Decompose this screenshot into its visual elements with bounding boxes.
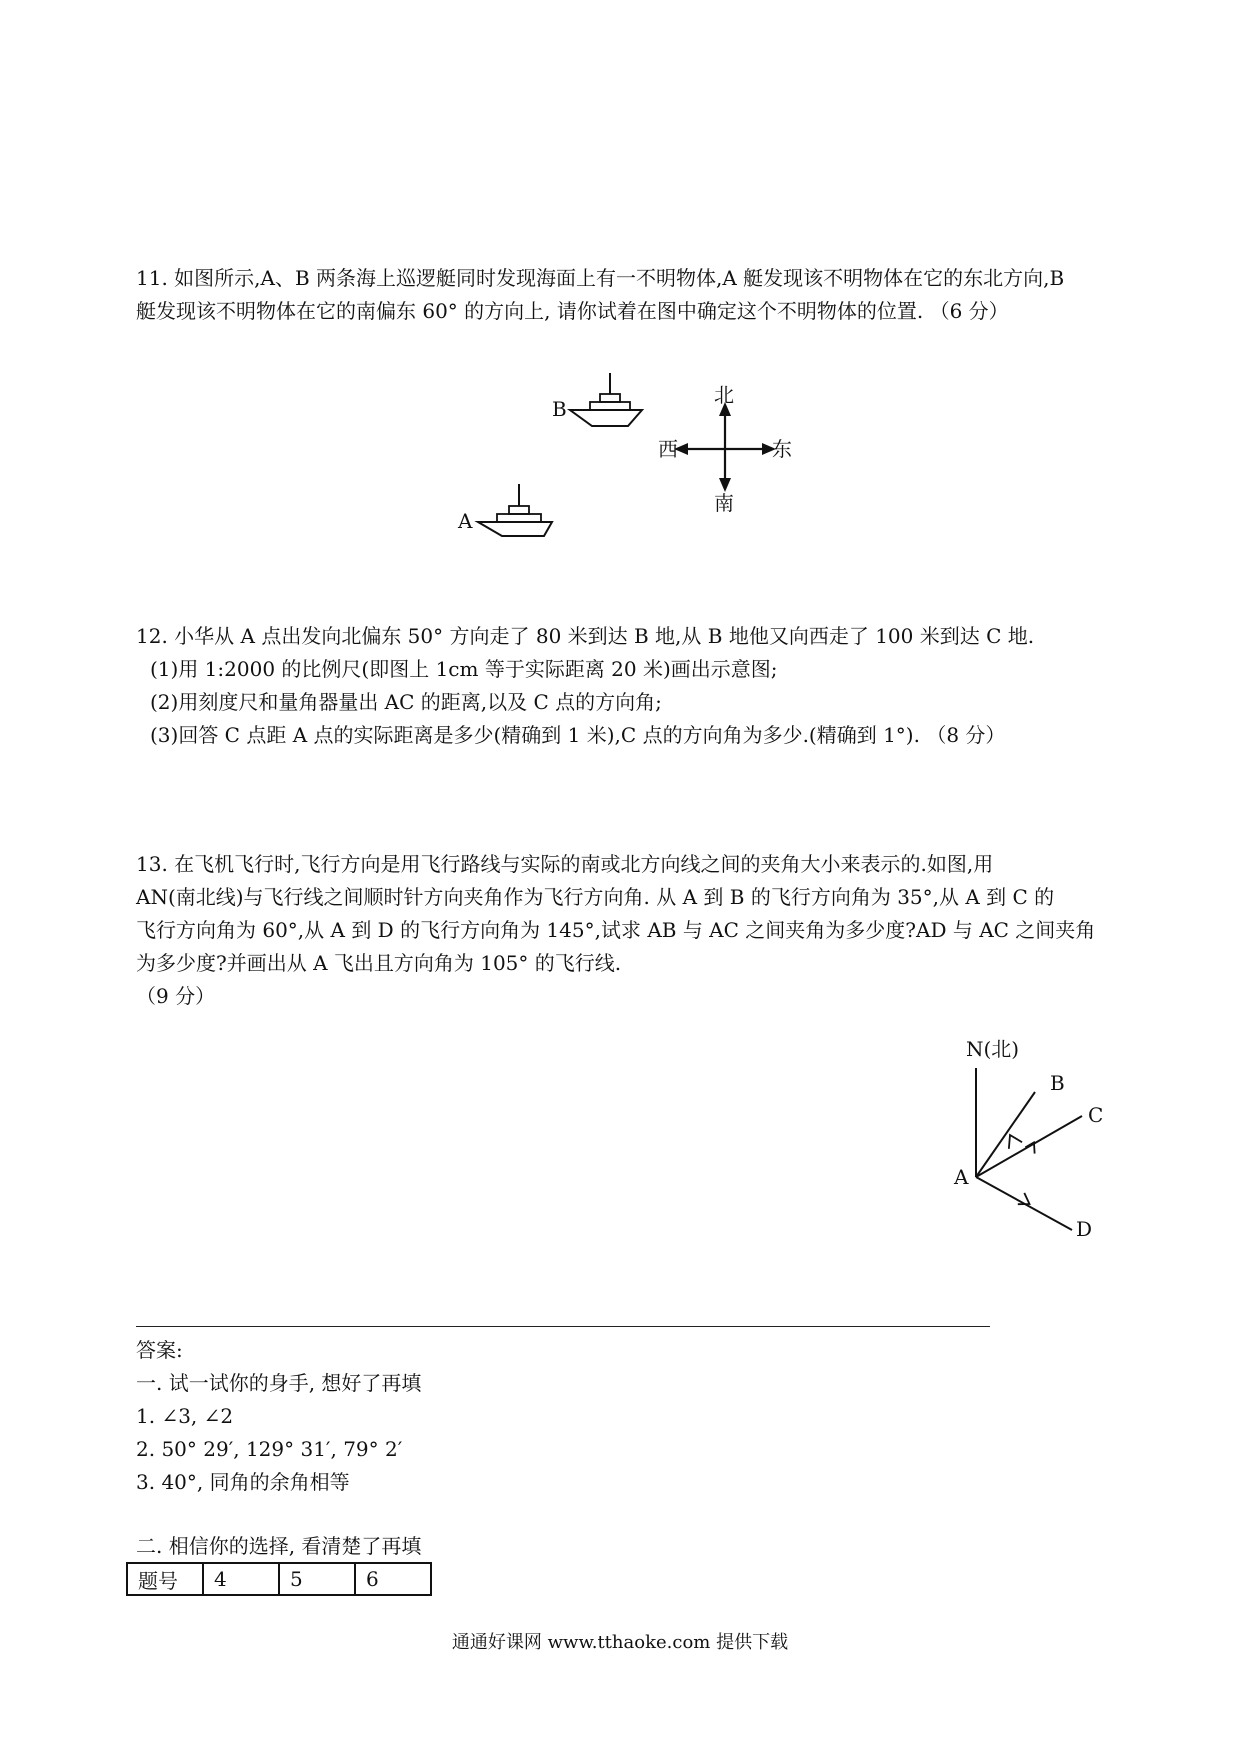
q11-line-2: 艇发现该不明物体在它的南偏东 60° 的方向上, 请你试着在图中确定这个不明物体的位置. （6 分） (136, 299, 1009, 323)
label-d-point: D (1076, 1217, 1093, 1241)
label-b: B (552, 397, 567, 421)
q12-line-2: (1)用 1:2000 的比例尺(即图上 1cm 等于实际距离 20 米)画出示意图; (150, 657, 778, 681)
question-13 (136, 848, 1126, 1013)
answer-3: 3. 40°, 同角的余角相等 (136, 1470, 350, 1494)
answers-section-1: 一. 试一试你的身手, 想好了再填 (136, 1371, 422, 1395)
answers-section-2: 二. 相信你的选择, 看清楚了再填 (136, 1534, 422, 1558)
question-11 (136, 262, 1126, 328)
table-cell: 6 (355, 1563, 431, 1595)
label-b-point: B (1050, 1071, 1065, 1095)
answers-section-2-block (136, 1530, 936, 1563)
answer-table (126, 1562, 432, 1596)
answer-2: 2. 50° 29′, 129° 31′, 79° 2′ (136, 1437, 403, 1461)
table-header-cell: 题号 (127, 1563, 203, 1595)
page-footer: 通通好课网 www.tthaoke.com 提供下载 (451, 1632, 789, 1653)
table-cell: 4 (203, 1563, 279, 1595)
boat-b (552, 373, 642, 426)
label-a: A (458, 509, 473, 533)
flight-direction-diagram (940, 1032, 1120, 1252)
q13-line-5: （9 分） (136, 984, 216, 1008)
q12-line-4: (3)回答 C 点距 A 点的实际距离是多少(精确到 1 米),C 点的方向角为多少.(精确到 1°). （8 分） (150, 723, 1006, 747)
answer-separator (136, 1326, 990, 1327)
q13-line-2: AN(南北线)与飞行线之间顺时针方向夹角作为飞行方向角. 从 A 到 B 的飞行方向角为 35°,从 A 到 C 的 (136, 885, 1055, 909)
table-row (127, 1563, 431, 1595)
label-west: 西 (658, 437, 678, 461)
label-north: 北 (714, 383, 734, 407)
label-c-point: C (1088, 1103, 1104, 1127)
answer-1: 1. ∠3, ∠2 (136, 1404, 234, 1428)
answers-title: 答案: (136, 1338, 183, 1362)
boats-compass-diagram (440, 360, 820, 550)
boat-a (457, 484, 552, 536)
label-east: 东 (772, 437, 792, 461)
q13-line-1: 13. 在飞机飞行时,飞行方向是用飞行路线与实际的南或北方向线之间的夹角大小来表示的.如图,用 (136, 852, 994, 876)
compass-icon (658, 383, 792, 515)
q12-line-1: 12. 小华从 A 点出发向北偏东 50° 方向走了 80 米到达 B 地,从 B 地他又向西走了 100 米到达 C 地. (136, 624, 1035, 648)
q12-line-3: (2)用刻度尺和量角器量出 AC 的距离,以及 C 点的方向角; (150, 690, 662, 714)
q13-line-3: 飞行方向角为 60°,从 A 到 D 的飞行方向角为 145°,试求 AB 与 AC 之间夹角为多少度?AD 与 AC 之间夹角 (136, 918, 1096, 942)
label-n: N(北) (966, 1037, 1020, 1061)
table-cell: 5 (279, 1563, 355, 1595)
label-south: 南 (714, 491, 734, 515)
answers-block (136, 1334, 936, 1499)
q13-line-4: 为多少度?并画出从 A 飞出且方向角为 105° 的飞行线. (136, 951, 622, 975)
label-a-point: A (954, 1165, 969, 1189)
question-12 (136, 620, 1126, 752)
q11-line-1: 11. 如图所示,A、B 两条海上巡逻艇同时发现海面上有一不明物体,A 艇发现该不明物体在它的东北方向,B (136, 266, 1065, 290)
